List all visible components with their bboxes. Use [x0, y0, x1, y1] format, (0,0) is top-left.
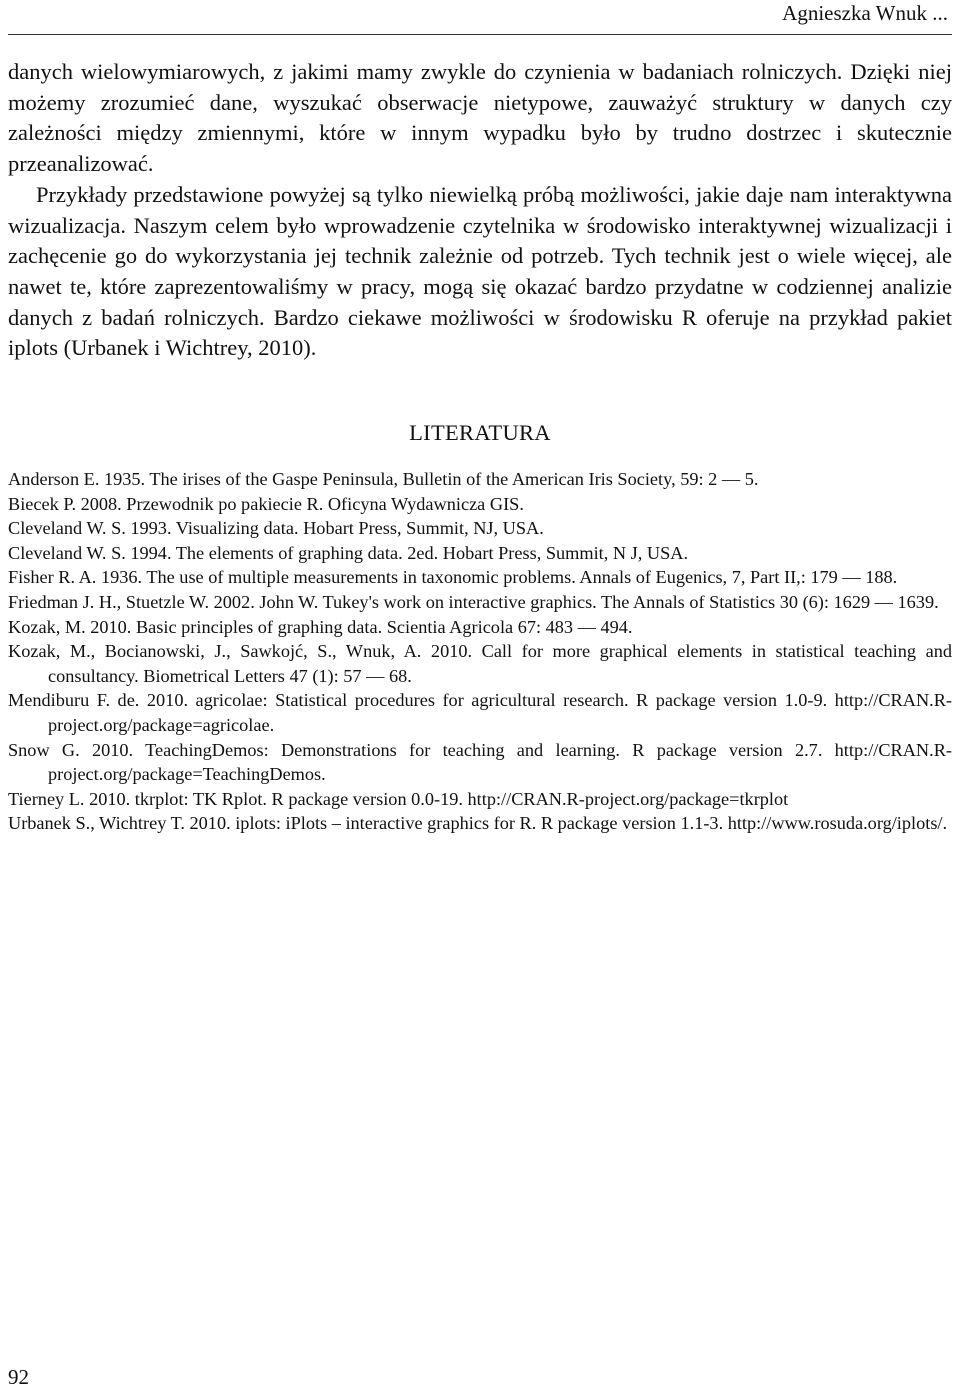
page-number: 92 — [8, 1365, 29, 1389]
paragraph-conclusion: Przykłady przedstawione powyżej są tylko niewielką próbą możliwości, jakie daje nam interaktywna wizualizacja. Naszym celem było wprowadzenie czytelnika w środowisko interaktywnej wizualizacji i zachęcenie go do wykorzystania jej technik zależnie od potrzeb. Tych technik jest o wiele więcej, ale nawet te, które zaprezentowaliśmy w pracy, mogą się okazać bardzo przydatne w codziennej analizie danych z badań rolniczych. Bardzo ciekawe możliwości w środowisku R oferuje na przykład pakiet iplots (Urbanek i Wichtrey, 2010). — [8, 181, 952, 361]
paragraph-continuation: danych wielowymiarowych, z jakimi mamy zwykle do czynienia w badaniach rolniczych. Dzięki niej możemy zrozumieć dane, wyszukać obserwacje nietypowe, zauważyć struktury w danych czy zależności między zmiennymi, które w innym wypadku było by trudno dostrzec i skutecznie przeanalizować. — [8, 59, 952, 177]
reference-item: Mendiburu F. de. 2010. agricolae: Statistical procedures for agricultural research. R package version 1.0-9. http://CRAN.R-project.org/package=agricolae. — [8, 690, 952, 735]
reference-item: Kozak, M. 2010. Basic principles of graphing data. Scientia Agricola 67: 483 — 494. — [8, 616, 633, 637]
reference-item: Snow G. 2010. TeachingDemos: Demonstrations for teaching and learning. R package version 2.7. http://CRAN.R-project.org/package=TeachingDemos. — [8, 739, 952, 785]
reference-item: Tierney L. 2010. tkrplot: TK Rplot. R package version 0.0-19. http://CRAN.R-project.org/package=tkrplot — [8, 788, 789, 809]
reference-item: Cleveland W. S. 1994. The elements of graphing data. 2ed. Hobart Press, Summit, N J, USA. — [8, 542, 689, 563]
running-title: Agnieszka Wnuk ... — [782, 1, 948, 25]
reference-item: Friedman J. H., Stuetzle W. 2002. John W. Tukey's work on interactive graphics. The Annals of Statistics 30 (6): 1629 — 1639. — [8, 591, 939, 612]
reference-list — [8, 467, 952, 836]
running-header — [8, 0, 952, 35]
literature-heading: LITERATURA — [409, 420, 551, 445]
reference-item: Urbanek S., Wichtrey T. 2010. iplots: iPlots – interactive graphics for R. R package version 1.1-3. http://www.rosuda.org/iplots/. — [8, 813, 948, 834]
reference-item: Anderson E. 1935. The irises of the Gaspe Peninsula, Bulletin of the American Iris Society, 59: 2 — 5. — [8, 469, 759, 489]
reference-item: Biecek P. 2008. Przewodnik po pakiecie R. Oficyna Wydawnicza GIS. — [8, 493, 524, 514]
reference-item: Fisher R. A. 1936. The use of multiple measurements in taxonomic problems. Annals of Eugenics, 7, Part II,: 179 — 188. — [8, 567, 898, 588]
reference-item: Cleveland W. S. 1993. Visualizing data. Hobart Press, Summit, NJ, USA. — [8, 518, 544, 539]
reference-item: Kozak, M., Bocianowski, J., Sawkojć, S., Wnuk, A. 2010. Call for more graphical elements in statistical teaching and consultancy. Biometrical Letters 47 (1): 57 — 68. — [8, 641, 952, 686]
body-text — [8, 57, 952, 364]
